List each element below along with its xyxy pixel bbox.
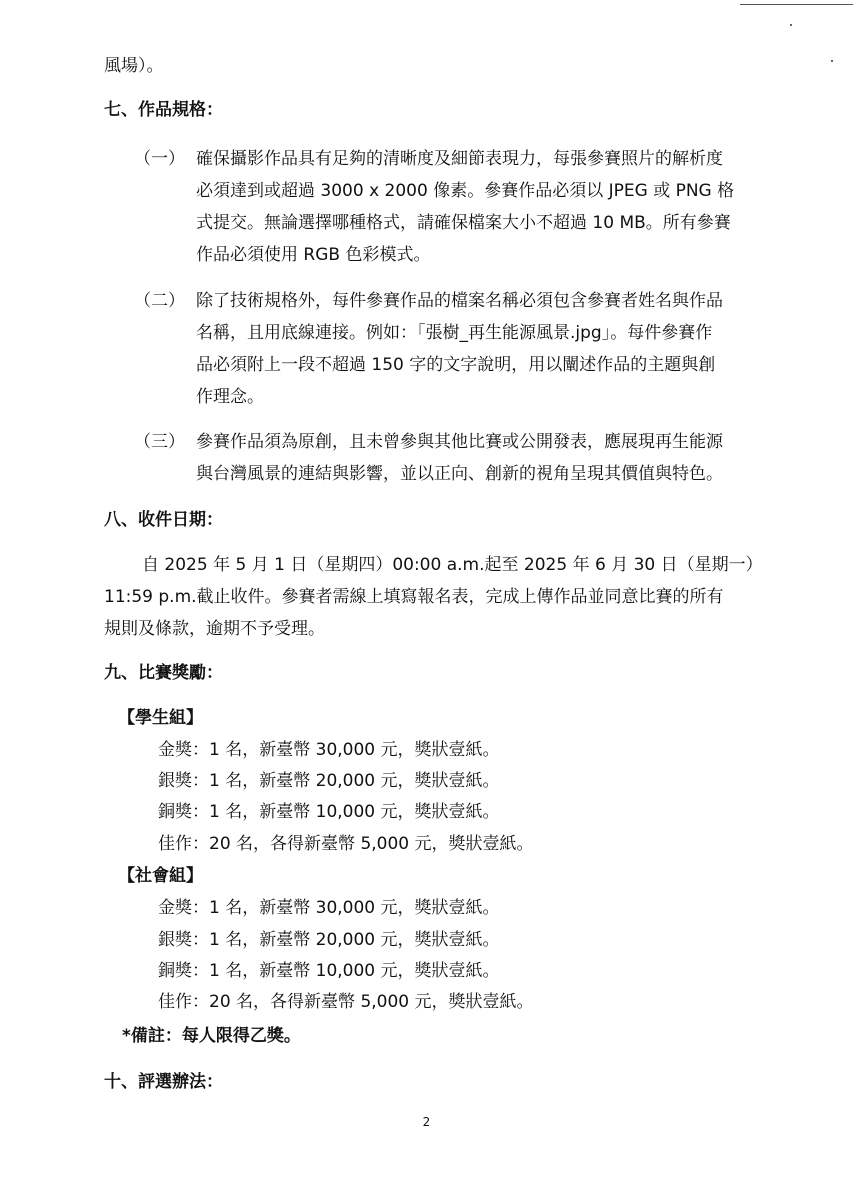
item-2-label: （二） xyxy=(134,291,185,311)
item-3-label: （三） xyxy=(134,432,185,452)
date-line: 11:59 p.m.截止收件。參賽者需線上填寫報名表，完成上傳作品並同意比賽的所有 xyxy=(104,587,724,607)
award-line: 金獎：1 名，新臺幣 30,000 元，獎狀壹紙。 xyxy=(158,898,500,918)
public-group-title: 【社會組】 xyxy=(118,866,203,886)
item-2-line: 品必須附上一段不超過 150 字的文字說明，用以闡述作品的主題與創 xyxy=(196,355,716,375)
scan-speck xyxy=(831,60,833,62)
item-3-line: 與台灣風景的連結與影響，並以正向、創新的視角呈現其價值與特色。 xyxy=(196,464,723,484)
award-line: 金獎：1 名，新臺幣 30,000 元，獎狀壹紙。 xyxy=(158,740,500,760)
section-9-heading: 九、比賽獎勵： xyxy=(104,663,223,683)
item-1-line: 必須達到或超過 3000 x 2000 像素。參賽作品必須以 JPEG 或 PNG 格 xyxy=(196,181,735,201)
page-number: 2 xyxy=(422,1115,431,1129)
date-line: 規則及條款，逾期不予受理。 xyxy=(104,619,325,639)
continued-text: 風場）。 xyxy=(104,56,164,76)
award-note: *備註：每人限得乙獎。 xyxy=(122,1026,301,1046)
award-line: 銅獎：1 名，新臺幣 10,000 元，獎狀壹紙。 xyxy=(158,802,500,822)
item-2-line: 名稱，且用底線連接。例如：「張樹_再生能源風景.jpg」。每件參賽作 xyxy=(196,323,713,343)
award-line: 銅獎：1 名，新臺幣 10,000 元，獎狀壹紙。 xyxy=(158,961,500,981)
award-line: 佳作：20 名，各得新臺幣 5,000 元，獎狀壹紙。 xyxy=(158,992,534,1012)
item-2-line: 除了技術規格外，每件參賽作品的檔案名稱必須包含參賽者姓名與作品 xyxy=(196,291,723,311)
item-1-line: 式提交。無論選擇哪種格式，請確保檔案大小不超過 10 MB。所有參賽 xyxy=(196,213,731,233)
section-10-heading: 十、評選辦法： xyxy=(104,1072,223,1092)
item-1-line: 作品必須使用 RGB 色彩模式。 xyxy=(196,245,431,265)
student-group-title: 【學生組】 xyxy=(118,708,203,728)
section-7-heading: 七、作品規格： xyxy=(104,100,223,120)
item-1-line: 確保攝影作品具有足夠的清晰度及細節表現力，每張參賽照片的解析度 xyxy=(196,149,723,169)
scan-speck xyxy=(790,24,792,26)
section-8-heading: 八、收件日期： xyxy=(104,510,223,530)
item-2-line: 作理念。 xyxy=(196,387,264,407)
award-line: 銀獎：1 名，新臺幣 20,000 元，獎狀壹紙。 xyxy=(158,930,500,950)
item-1-label: （一） xyxy=(134,149,185,169)
item-3-line: 參賽作品須為原創，且未曾參與其他比賽或公開發表，應展現再生能源 xyxy=(196,432,723,452)
scan-edge-line xyxy=(740,4,853,5)
award-line: 銀獎：1 名，新臺幣 20,000 元，獎狀壹紙。 xyxy=(158,771,500,791)
award-line: 佳作：20 名，各得新臺幣 5,000 元，獎狀壹紙。 xyxy=(158,834,534,854)
date-line: 自 2025 年 5 月 1 日（星期四）00:00 a.m.起至 2025 年 6 月 30 日（星期一） xyxy=(142,555,763,575)
